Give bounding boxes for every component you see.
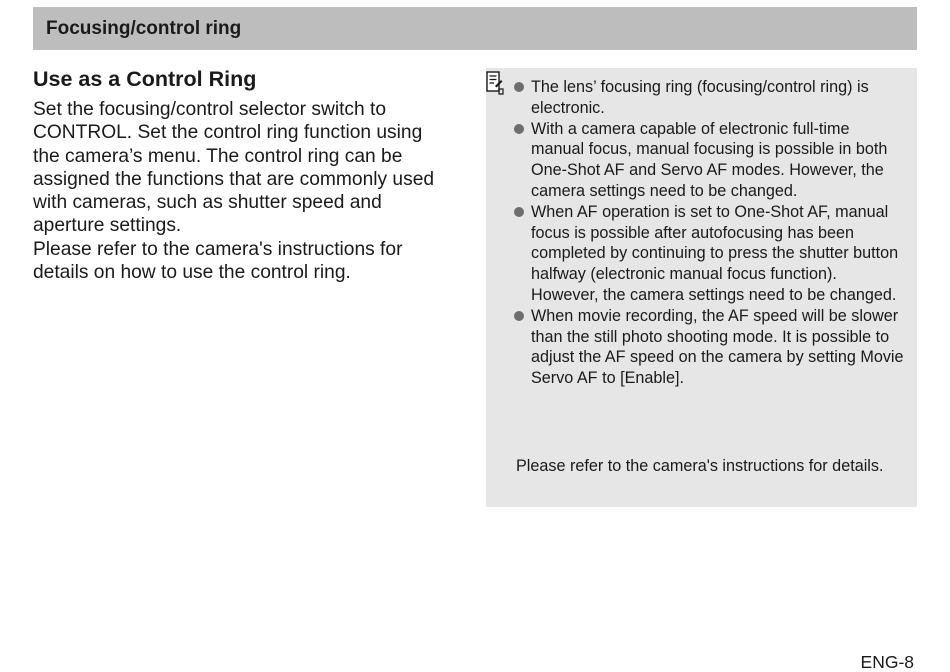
note-item (512, 306, 907, 389)
note-footer: Please refer to the camera's instructions for details. (516, 457, 884, 475)
note-list (512, 77, 907, 389)
note-item-text: With a camera capable of electronic full-time manual focus, manual focusing is possible in both One-Shot AF and Servo AF modes. However, the camera settings need to be changed. (531, 119, 888, 200)
instructions-paragraph: Set the focusing/control selector switch to CONTROL. Set the control ring function using the camera’s menu. The control ring can be assigned the functions that are commonly used with cameras, such as shutter speed and aperture settings. (33, 99, 435, 237)
note-item (512, 202, 907, 306)
section-heading: Use as a Control Ring (33, 67, 257, 91)
control-ring-section (33, 66, 453, 284)
refer-paragraph: Please refer to the camera's instructions for details on how to use the control ring. (33, 238, 403, 284)
note-item-text: The lens’ focusing ring (focusing/control ring) is electronic. (531, 78, 869, 117)
bullet-icon (514, 124, 524, 134)
memo-icon (486, 71, 504, 95)
bullet-icon (514, 207, 524, 217)
note-item (512, 119, 907, 202)
section-header (33, 7, 917, 50)
bullet-icon (514, 311, 524, 321)
note-box (486, 68, 917, 507)
bullet-icon (514, 82, 524, 92)
note-item (512, 77, 907, 119)
note-item-text: When AF operation is set to One-Shot AF, manual focus is possible after autofocusing has been completed by continuing to press the shutter button halfway (electronic manual focus function). However, the camera settings need to be changed. (531, 202, 899, 304)
page-number: ENG-8 (860, 652, 914, 672)
section-title: Focusing/control ring (46, 17, 242, 39)
note-item-text: When movie recording, the AF speed will be slower than the still photo shooting mode. It is possible to adjust the AF speed on the camera by setting Movie Servo AF to [Enable]. (531, 306, 904, 388)
